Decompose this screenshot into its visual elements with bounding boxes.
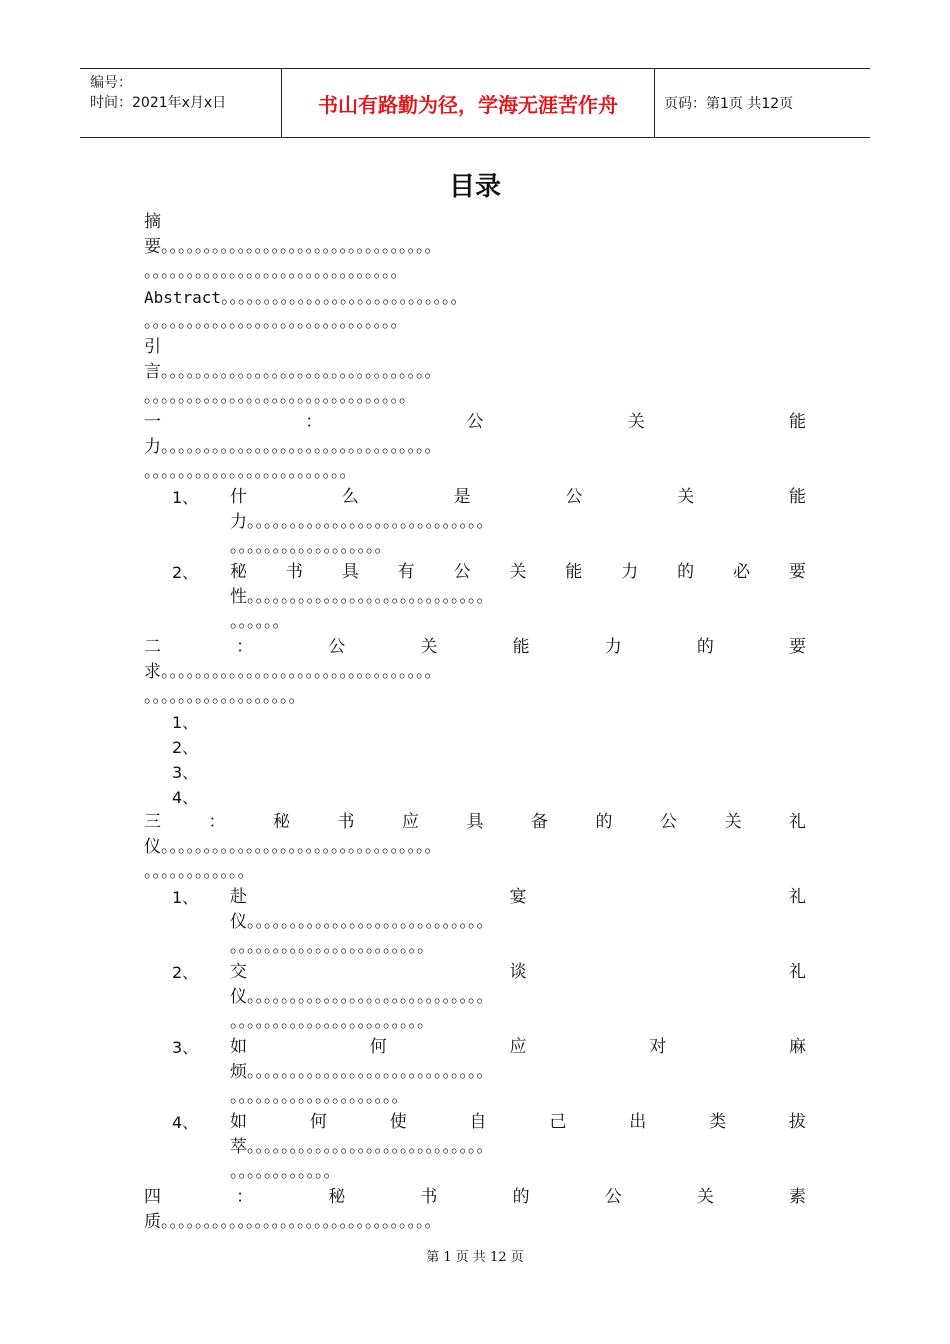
- toc-leader-dots: 。。。。。。。。。。。。。。。。。。。。。。。。。。。。: [247, 1062, 494, 1082]
- toc-abstract-en: Abstract。。。。。。。。。。。。。。。。。。。。。。。。。。。。: [144, 288, 468, 308]
- page-header: [80, 68, 870, 138]
- toc-section-1-1-2: 力。。。。。。。。。。。。。。。。。。。。。。。。。。。。: [230, 512, 494, 532]
- toc-section-1-1: 什 么 是 公 关 能: [230, 487, 806, 507]
- toc-leader-dots: 。。。。。。。。。。。。。。。。。。。。。。。。。。。。。。。。: [161, 437, 442, 457]
- toc-abstract-en-2: 。。。。。。。。。。。。。。。。。。。。。。。。。。。。。。: [144, 312, 408, 332]
- toc-item-number: 4、: [172, 788, 199, 807]
- toc-section-3-1-2: 仪。。。。。。。。。。。。。。。。。。。。。。。。。。。。: [230, 912, 494, 932]
- toc-leader-dots: 。。。。。。。。。。。。。。。。。。。。。。。。。。。。: [247, 912, 494, 932]
- toc-section-1-2-2: 性。。。。。。。。。。。。。。。。。。。。。。。。。。。。: [230, 587, 494, 607]
- toc-section-3-3-2: 烦。。。。。。。。。。。。。。。。。。。。。。。。。。。。: [230, 1062, 494, 1082]
- toc-leader-dots: 。。。。。。。。。。。。。。。。。。。。。。。。。。。。。。。。: [161, 662, 442, 682]
- toc-item-number: 1、: [172, 713, 199, 732]
- toc-section-3-4-2: 萃。。。。。。。。。。。。。。。。。。。。。。。。。。。。: [230, 1137, 494, 1157]
- toc-leader-dots: 。。。。。。。。。。。。。。。。。。。。。。。。。。。。。。。。: [161, 362, 442, 382]
- toc-leader-dots: 。。。。。。。。。。。。。。。。。。。。。。。。。。。。。。。。: [161, 237, 442, 257]
- toc-intro-3: 。。。。。。。。。。。。。。。。。。。。。。。。。。。。。。。: [144, 387, 416, 407]
- number-label: 编号：: [90, 75, 132, 91]
- toc-item-number: 4、: [172, 1113, 199, 1132]
- toc-item-number: 2、: [172, 963, 199, 982]
- toc-leader-dots: 。。。。。。。。。。。。。。。。。。。。。。。。。。。。。。。。: [161, 1212, 442, 1232]
- header-motto: 书山有路勤为径，学海无涯苦作舟: [318, 92, 618, 117]
- toc-section-3-1-3: 。。。。。。。。。。。。。。。。。。。。。。。: [230, 937, 434, 957]
- toc-item-number: 2、: [172, 738, 199, 757]
- toc-section-3-2: 交 谈 礼: [230, 962, 806, 982]
- toc-section-3-3: 如 何 应 对 麻: [230, 1037, 806, 1057]
- toc-item-number: 3、: [172, 1038, 199, 1057]
- toc-item-number: 1、: [172, 488, 199, 507]
- toc-intro-1: 引: [144, 337, 161, 357]
- toc-section-1-2: 秘 书 具 有 公 关 能 力 的 必 要: [230, 562, 806, 582]
- toc-chapter-3: 三 ： 秘 书 应 具 备 的 公 关 礼: [144, 812, 806, 832]
- toc-chapter-4-2: 质。。。。。。。。。。。。。。。。。。。。。。。。。。。。。。。。: [144, 1212, 442, 1232]
- toc-abstract-cn-2: 要。。。。。。。。。。。。。。。。。。。。。。。。。。。。。。。。: [144, 237, 442, 257]
- toc-item-number: 1、: [172, 888, 199, 907]
- toc-section-3-2-3: 。。。。。。。。。。。。。。。。。。。。。。。: [230, 1012, 434, 1032]
- toc-intro-2: 言。。。。。。。。。。。。。。。。。。。。。。。。。。。。。。。。: [144, 362, 442, 382]
- page-footer: 第 1 页 共 12 页: [426, 1250, 524, 1265]
- toc-section-3-4-3: 。。。。。。。。。。。。: [230, 1162, 341, 1182]
- toc-chapter-2-3: 。。。。。。。。。。。。。。。。。。: [144, 687, 306, 707]
- toc-section-1-2-3: 。。。。。。: [230, 612, 290, 632]
- toc-leader-dots: 。。。。。。。。。。。。。。。。。。。。。。。。。。。。。。。。: [161, 837, 442, 857]
- header-meta: [90, 73, 226, 113]
- toc-section-1-1-3: 。。。。。。。。。。。。。。。。。。: [230, 537, 392, 557]
- toc-section-3-2-2: 仪。。。。。。。。。。。。。。。。。。。。。。。。。。。。: [230, 987, 494, 1007]
- toc-item-number: 2、: [172, 563, 199, 582]
- toc-chapter-4: 四 ： 秘 书 的 公 关 素: [144, 1187, 806, 1207]
- toc-section-3-1: 赴 宴 礼: [230, 887, 806, 907]
- toc-section-3-4: 如 何 使 自 己 出 类 拔: [230, 1112, 806, 1132]
- toc-item-number: 3、: [172, 763, 199, 782]
- header-page-info: 页码：第1页 共12页: [664, 96, 794, 112]
- header-divider: [654, 69, 655, 137]
- toc-section-3-3-3: 。。。。。。。。。。。。。。。。。。。。: [230, 1087, 409, 1107]
- toc-chapter-3-3: 。。。。。。。。。。。。: [144, 862, 255, 882]
- page-title: 目录: [448, 172, 501, 202]
- toc-leader-dots: 。。。。。。。。。。。。。。。。。。。。。。。。。。。。: [247, 987, 494, 1007]
- time-label: 时间：2021年x月x日: [90, 95, 227, 111]
- toc-chapter-1-3: 。。。。。。。。。。。。。。。。。。。。。。。。: [144, 462, 357, 482]
- toc-leader-dots: 。。。。。。。。。。。。。。。。。。。。。。。。。。。。: [221, 288, 468, 308]
- toc-leader-dots: 。。。。。。。。。。。。。。。。。。。。。。。。。。。。: [247, 512, 494, 532]
- toc-leader-dots: 。。。。。。。。。。。。。。。。。。。。。。。。。。。。: [247, 587, 494, 607]
- toc-chapter-3-2: 仪。。。。。。。。。。。。。。。。。。。。。。。。。。。。。。。。: [144, 837, 442, 857]
- toc-chapter-2-2: 求。。。。。。。。。。。。。。。。。。。。。。。。。。。。。。。。: [144, 662, 442, 682]
- toc-chapter-1: 一 ： 公 关 能: [144, 412, 806, 432]
- toc-chapter-2: 二 ： 公 关 能 力 的 要: [144, 637, 806, 657]
- toc-leader-dots: 。。。。。。。。。。。。。。。。。。。。。。。。。。。。: [247, 1137, 494, 1157]
- toc-chapter-1-2: 力。。。。。。。。。。。。。。。。。。。。。。。。。。。。。。。。: [144, 437, 442, 457]
- toc-abstract-cn-1: 摘: [144, 212, 161, 232]
- toc-abstract-cn-3: 。。。。。。。。。。。。。。。。。。。。。。。。。。。。。。: [144, 262, 408, 282]
